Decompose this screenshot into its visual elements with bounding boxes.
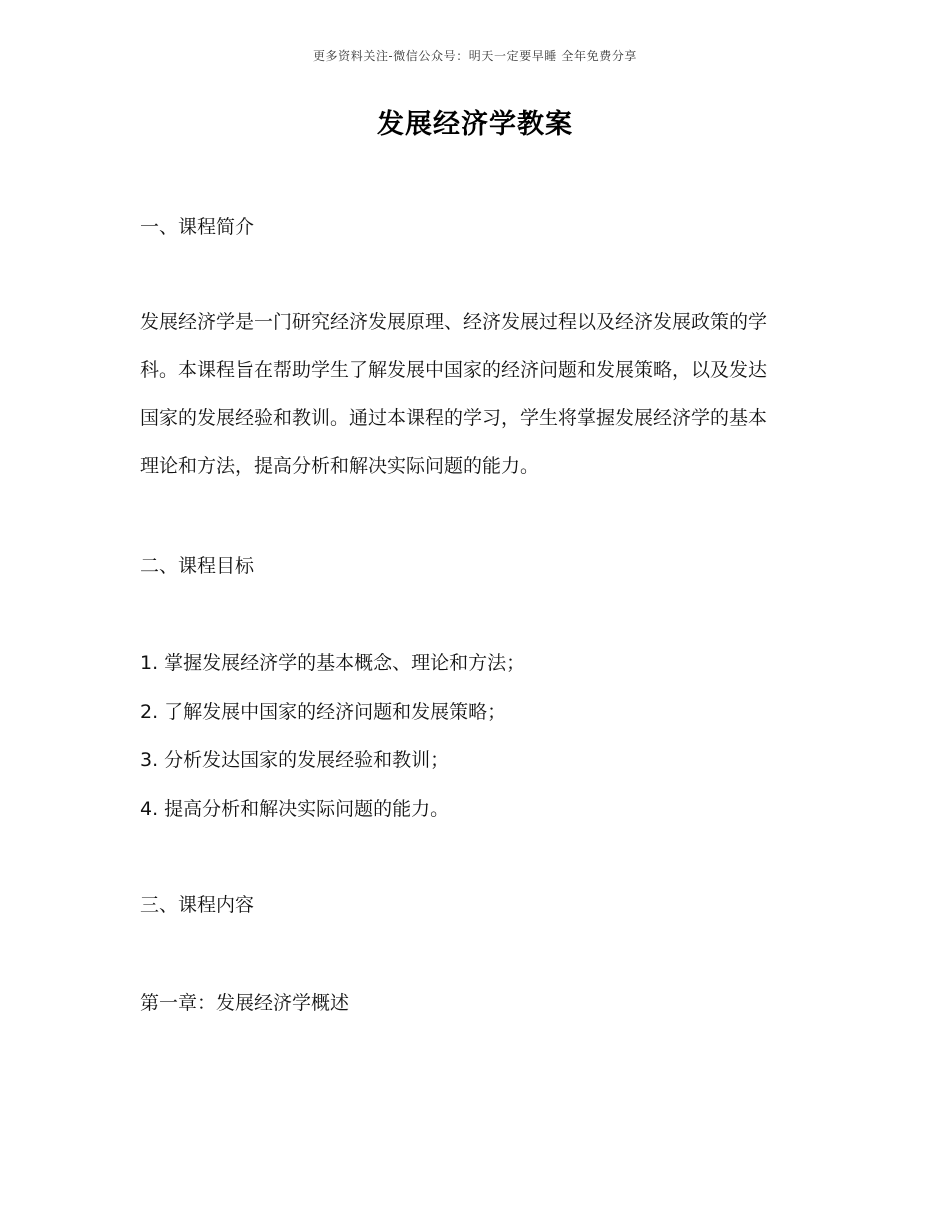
intro-line: 国家的发展经验和教训。通过本课程的学习，学生将掌握发展经济学的基本: [140, 407, 768, 429]
goal-item: 2. 了解发展中国家的经济问题和发展策略；: [140, 701, 507, 723]
intro-line: 科。本课程旨在帮助学生了解发展中国家的经济问题和发展策略，以及发达: [140, 359, 768, 381]
goal-item: 4. 提高分析和解决实际问题的能力。: [140, 798, 450, 820]
section-heading-goals: 二、课程目标: [140, 555, 255, 577]
chapter-heading: 第一章：发展经济学概述: [140, 992, 350, 1014]
section-heading-content: 三、课程内容: [140, 894, 255, 916]
intro-line: 发展经济学是一门研究经济发展原理、经济发展过程以及经济发展政策的学: [140, 311, 768, 333]
section-heading-intro: 一、课程简介: [140, 216, 255, 238]
goal-item: 3. 分析发达国家的发展经验和教训；: [140, 749, 450, 771]
intro-paragraph: [140, 298, 810, 490]
document-title: 发展经济学教案: [377, 109, 573, 140]
intro-line: 理论和方法，提高分析和解决实际问题的能力。: [140, 455, 540, 477]
header-note: 更多资料关注-微信公众号：明天一定要早睡 全年免费分享: [312, 49, 638, 63]
goal-item: 1. 掌握发展经济学的基本概念、理论和方法；: [140, 652, 526, 674]
